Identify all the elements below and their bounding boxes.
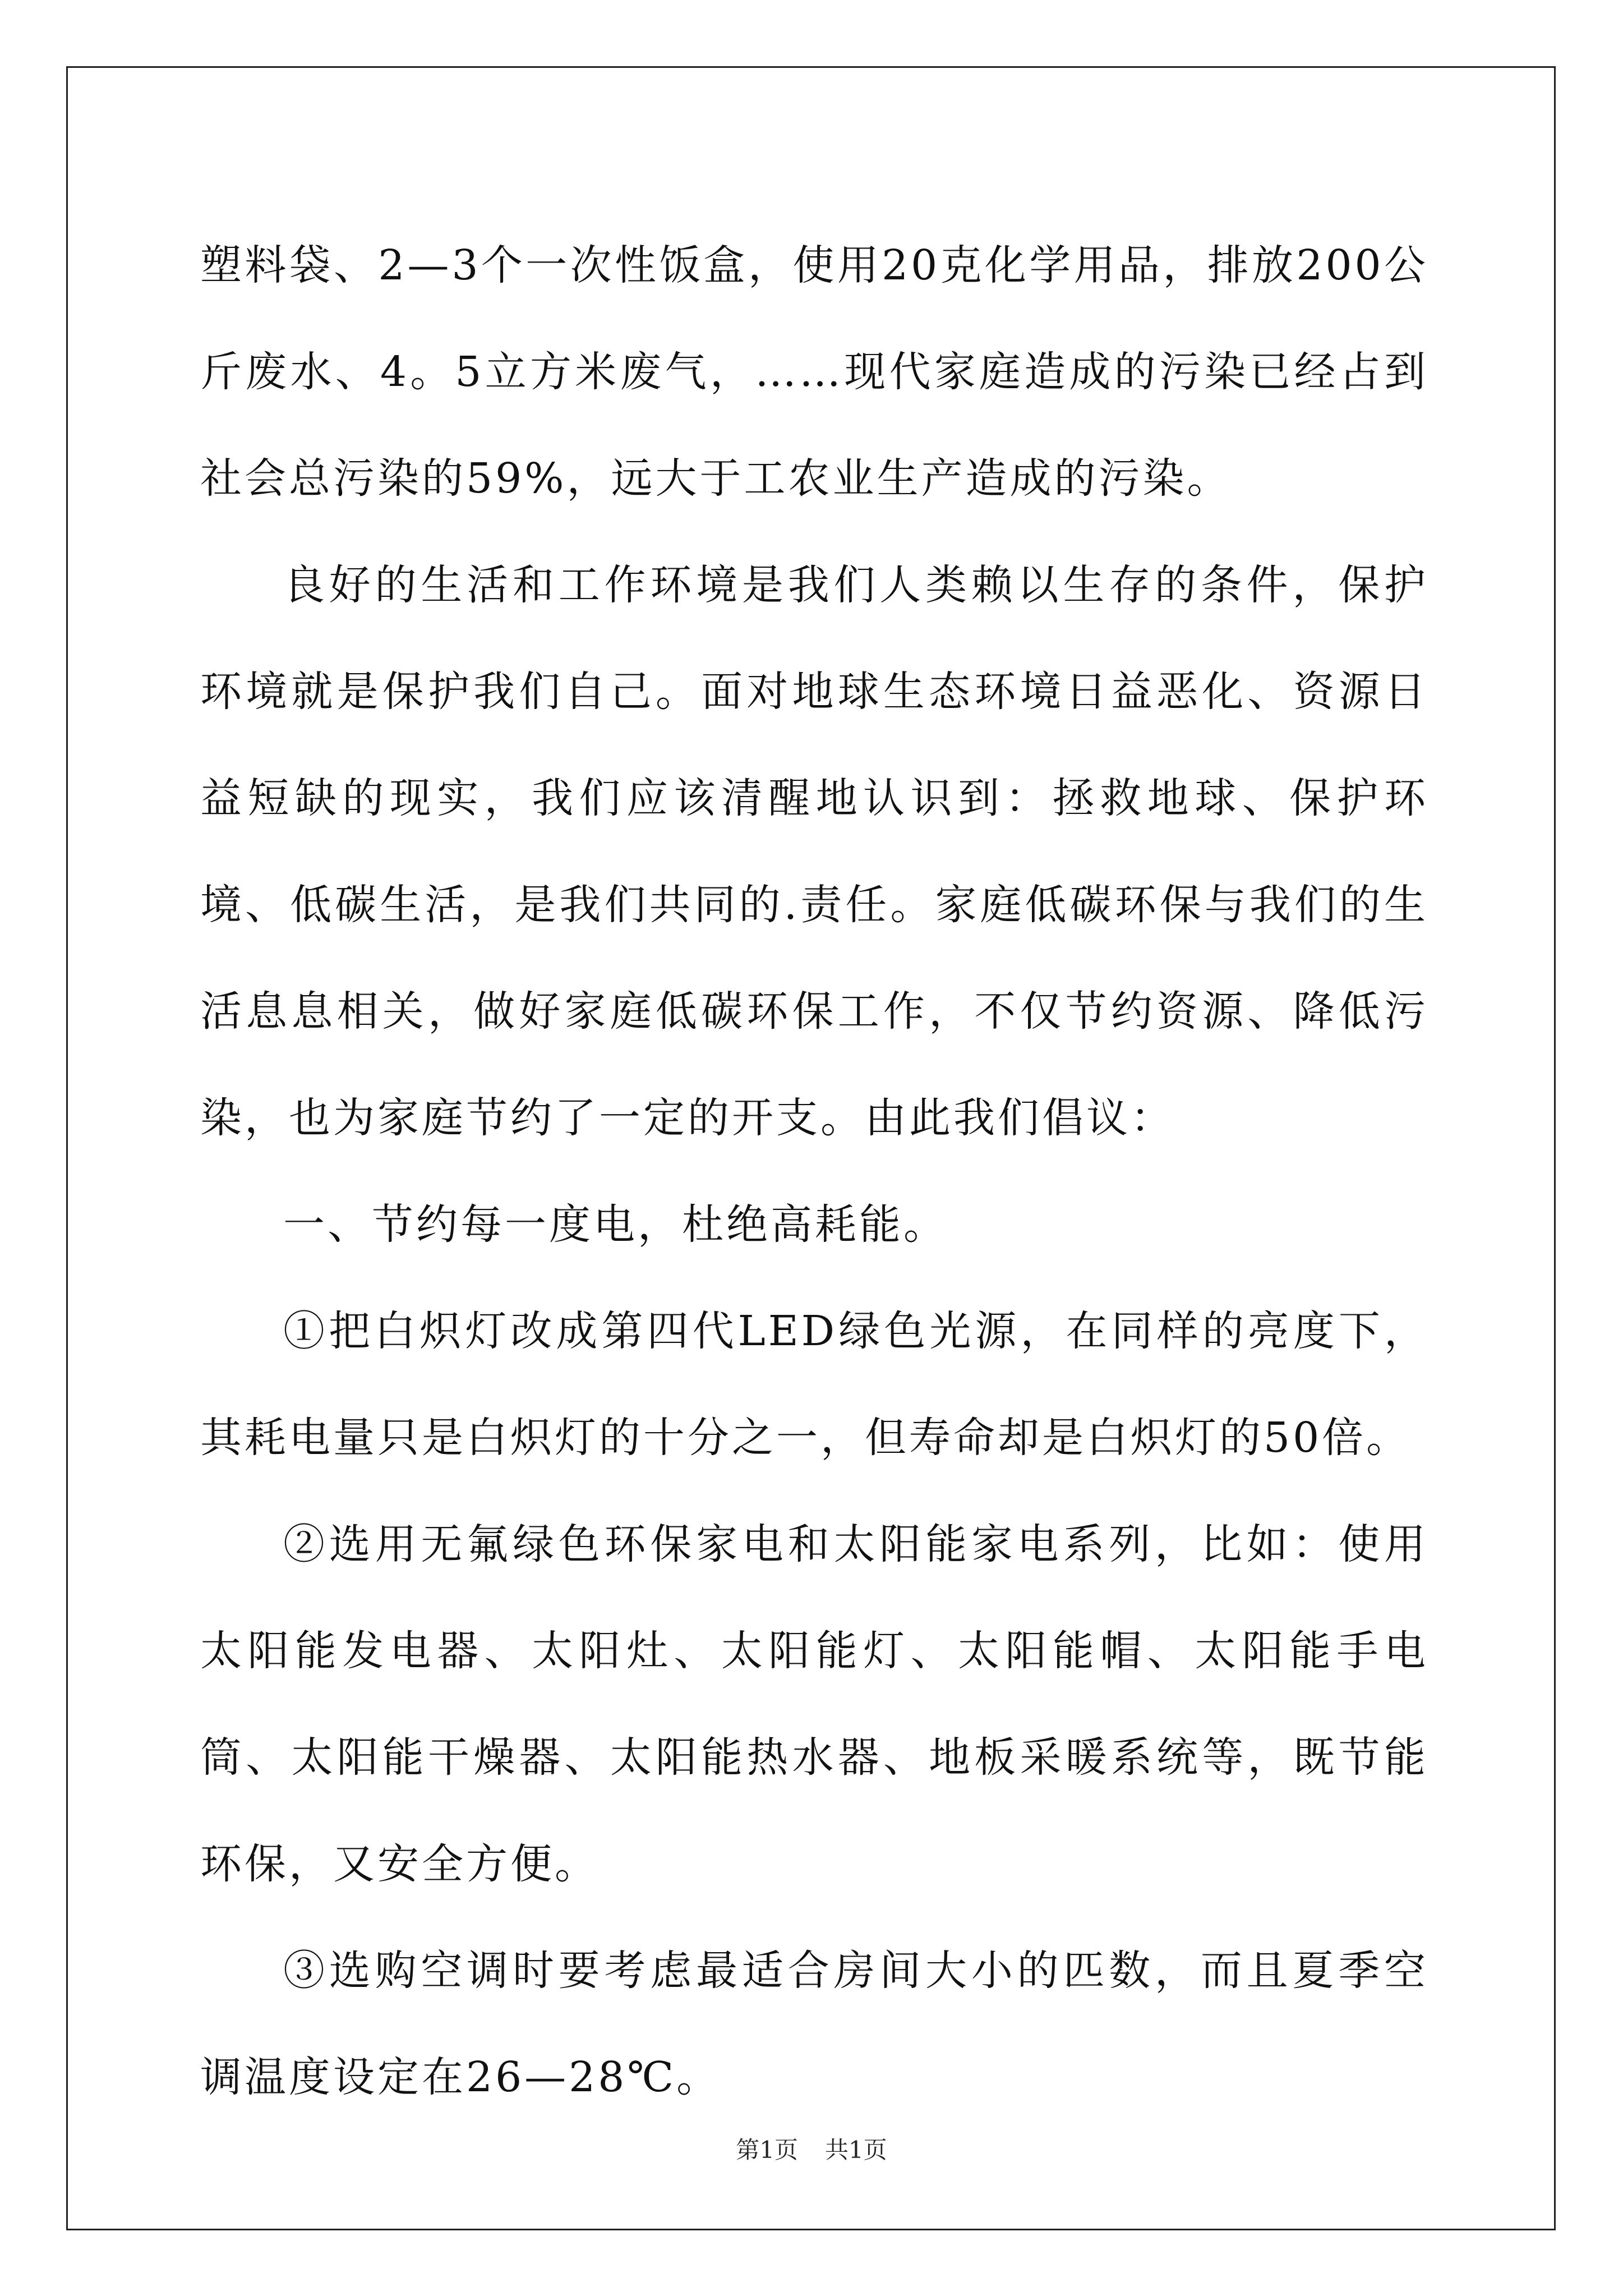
paragraph-3: 一、节约每一度电，杜绝高耗能。 [283, 1200, 948, 1249]
paragraph-5: ②选用无氟绿色环保家电和太阳能家电系列，比如：使用太阳能发电器、太阳灶、太阳能灯、太阳能帽、太阳能手电筒、太阳能干燥器、太阳能热水器、地板采暖系统等，既节能环保，又安全方便。 [200, 1520, 1428, 1888]
paragraph-6: ③选购空调时要考虑最适合房间大小的匹数，而且夏季空调温度设定在26—28℃。 [200, 1947, 1428, 2101]
page-number: 第1页 [736, 2136, 798, 2164]
paragraph-4: ①把白炽灯改成第四代LED绿色光源，在同样的亮度下，其耗电量只是白炽灯的十分之一，但寿命却是白炽灯的50倍。 [200, 1307, 1428, 1462]
document-body [200, 212, 1428, 2131]
paragraph-2: 良好的生活和工作环境是我们人类赖以生存的条件，保护环境就是保护我们自己。面对地球生态环境日益恶化、资源日益短缺的现实，我们应该清醒地认识到：拯救地球、保护环境、低碳生活，是我们共同的.责任。家庭低碳环保与我们的生活息息相关，做好家庭低碳环保工作，不仅节约资源、降低污染，也为家庭节约了一定的开支。由此我们倡议： [200, 561, 1428, 1142]
page-total: 共1页 [825, 2136, 887, 2164]
paragraph-1: 塑料袋、2—3个一次性饭盒，使用20克化学用品，排放200公斤废水、4。5立方米废气，……现代家庭造成的污染已经占到社会总污染的59%，远大于工农业生产造成的污染。 [200, 241, 1428, 503]
page-footer [0, 2132, 1623, 2165]
